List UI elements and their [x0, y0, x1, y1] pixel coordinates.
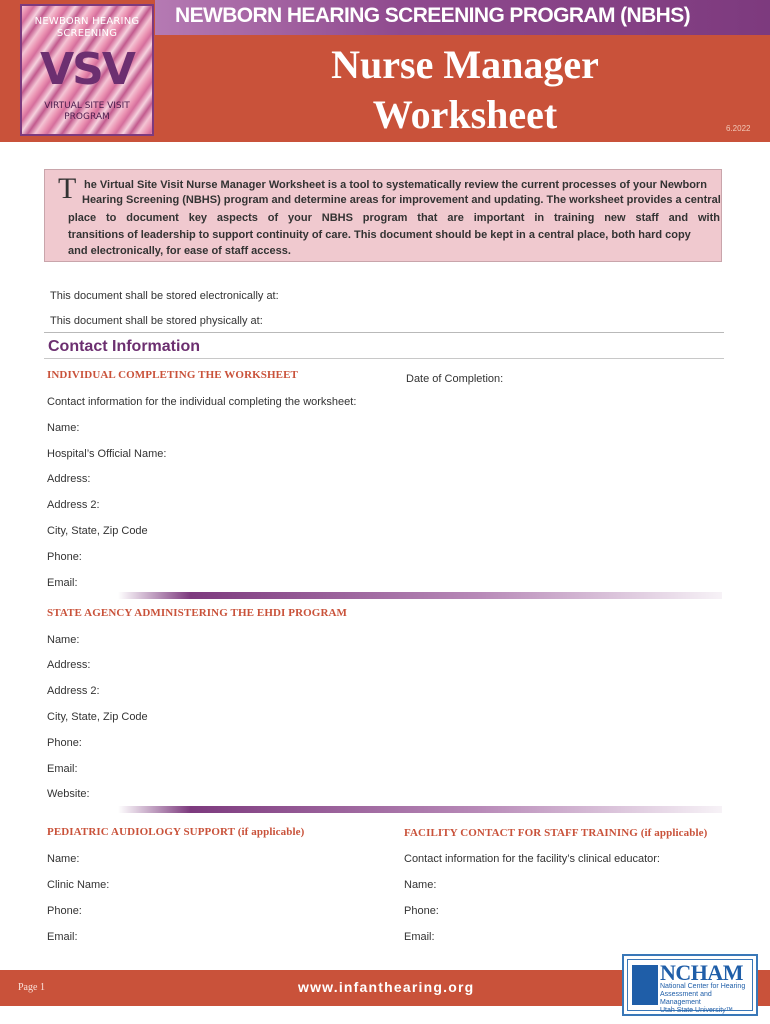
version-label: 6.2022 [726, 124, 751, 133]
agency-name-label: Name: [47, 634, 80, 646]
hospital-name-label: Hospital’s Official Name: [47, 448, 167, 460]
logo-bottom-line2: PROGRAM [64, 112, 110, 122]
stored-electronically-label: This document shall be stored electronically at: [50, 290, 279, 302]
ncham-subtitle [660, 983, 752, 1015]
vsv-logo [20, 4, 154, 136]
intro-line-1: he Virtual Site Visit Nurse Manager Worksheet is a tool to systematically review the current processes of your Newborn [84, 179, 707, 191]
agency-website-label: Website: [47, 788, 90, 800]
ncham-line2: Assessment and Management [660, 991, 712, 1006]
individual-city-state-zip-label: City, State, Zip Code [47, 525, 148, 537]
section-divider-bar [118, 806, 722, 813]
audiology-email-label: Email: [47, 931, 78, 943]
audiology-heading: PEDIATRIC AUDIOLOGY SUPPORT (if applicable) [47, 826, 305, 838]
audiology-name-label: Name: [47, 853, 80, 865]
divider [44, 358, 724, 359]
agency-email-label: Email: [47, 763, 78, 775]
intro-drop-cap: T [58, 172, 77, 205]
individual-address-label: Address: [47, 473, 91, 485]
program-title: NEWBORN HEARING SCREENING PROGRAM (NBHS) [175, 4, 691, 27]
logo-top-text [30, 16, 144, 40]
clinic-name-label: Clinic Name: [47, 879, 110, 891]
ncham-mark-icon [632, 965, 658, 1005]
individual-intro: Contact information for the individual completing the worksheet: [47, 396, 357, 408]
logo-bottom-text [30, 101, 144, 123]
logo-top-line2: SCREENING [56, 28, 118, 39]
individual-heading: INDIVIDUAL COMPLETING THE WORKSHEET [47, 369, 298, 381]
page-title-line2: Worksheet [372, 92, 558, 137]
individual-email-label: Email: [47, 577, 78, 589]
facility-intro: Contact information for the facility’s clinical educator: [404, 853, 660, 865]
ncham-logo-frame [627, 959, 753, 1014]
facility-heading: FACILITY CONTACT FOR STAFF TRAINING (if applicable) [404, 827, 708, 839]
section-divider-bar [118, 592, 722, 599]
logo-vsv: VSV [40, 44, 134, 95]
agency-city-state-zip-label: City, State, Zip Code [47, 711, 148, 723]
individual-name-label: Name: [47, 422, 80, 434]
facility-phone-label: Phone: [404, 905, 439, 917]
divider [44, 332, 724, 333]
intro-line-4: transitions of leadership to support continuity of care. This document should be kept in a central place, both hard copy [68, 229, 691, 241]
ncham-logo [622, 954, 758, 1016]
facility-email-label: Email: [404, 931, 435, 943]
intro-line-3: place to document key aspects of your NBHS program that are important in training new staff and with [68, 212, 720, 224]
contact-information-title: Contact Information [48, 338, 200, 355]
ncham-line3: Utah State University™ [660, 1007, 733, 1014]
page-number: Page 1 [18, 982, 45, 993]
page-title-line1: Nurse Manager [331, 42, 599, 87]
logo-top-line1: NEWBORN HEARING [34, 16, 140, 27]
logo-bottom-line1: VIRTUAL SITE VISIT [44, 101, 130, 111]
intro-line-5: and electronically, for ease of staff access. [68, 245, 291, 257]
ncham-wordmark: NCHAM [660, 960, 744, 985]
agency-address-label: Address: [47, 659, 91, 671]
footer-website-link[interactable]: www.infanthearing.org [298, 979, 475, 995]
date-of-completion-label: Date of Completion: [406, 373, 504, 385]
individual-address2-label: Address 2: [47, 499, 100, 511]
agency-phone-label: Phone: [47, 737, 82, 749]
stored-physically-label: This document shall be stored physically at: [50, 315, 263, 327]
audiology-phone-label: Phone: [47, 905, 82, 917]
page-title [285, 40, 645, 140]
state-agency-heading: STATE AGENCY ADMINISTERING THE EHDI PROGRAM [47, 607, 348, 619]
individual-phone-label: Phone: [47, 551, 82, 563]
ncham-line1: National Center for Hearing [660, 983, 746, 990]
intro-line-2: Hearing Screening (NBHS) program and determine areas for improvement and updating. The worksheet provides a central [82, 194, 721, 206]
facility-name-label: Name: [404, 879, 437, 891]
agency-address2-label: Address 2: [47, 685, 100, 697]
